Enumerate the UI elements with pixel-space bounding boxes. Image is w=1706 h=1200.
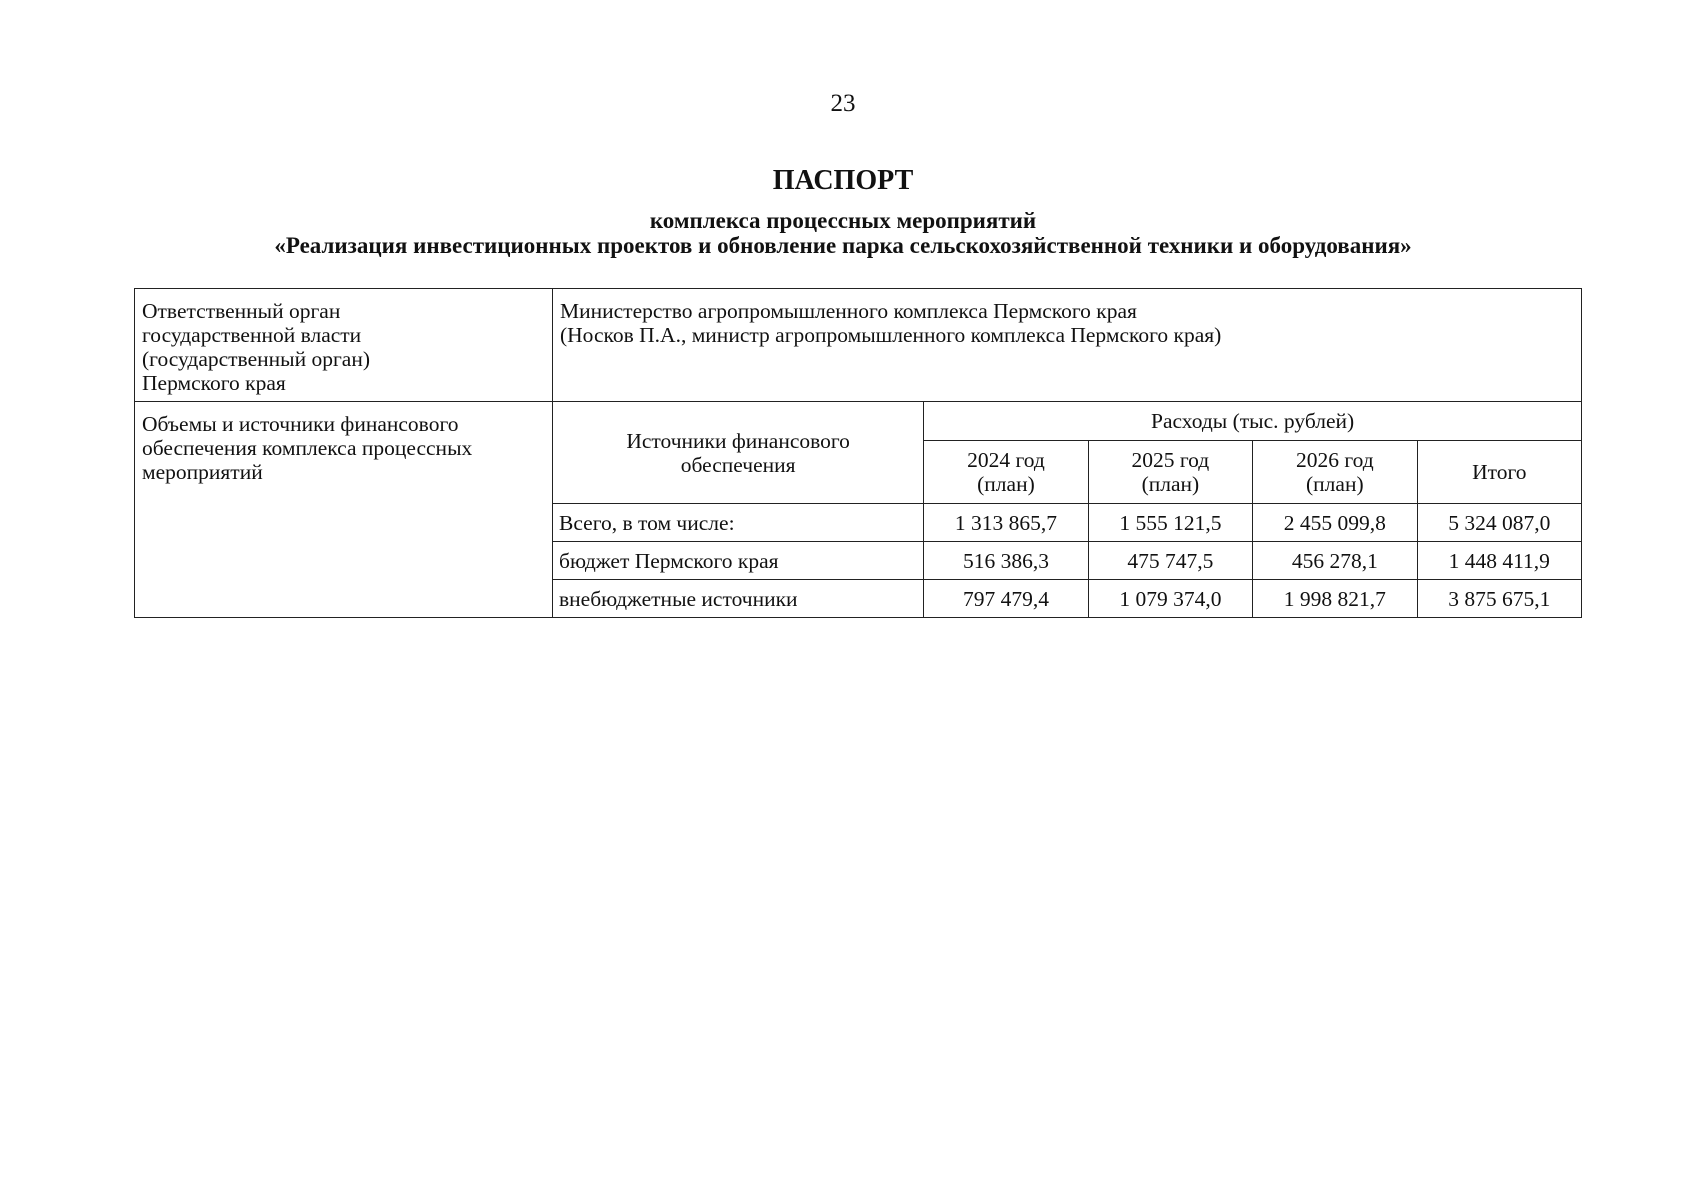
value-cell: 456 278,1 [1253, 542, 1417, 580]
passport-table [134, 288, 1582, 618]
value-cell: 475 747,5 [1088, 542, 1252, 580]
source-name-cell: внебюджетные источники [553, 580, 924, 618]
value-cell: 2 455 099,8 [1253, 504, 1417, 542]
responsible-label-cell [135, 289, 553, 402]
column-header-line: (план) [977, 472, 1035, 496]
finance-label-cell [135, 402, 553, 618]
responsible-row [135, 289, 1582, 402]
source-name-cell: Всего, в том числе: [553, 504, 924, 542]
finance-label-line: Объемы и источники финансового [142, 412, 459, 436]
column-header-2024 [924, 441, 1088, 504]
value-cell: 1 079 374,0 [1088, 580, 1252, 618]
finance-value-cell [553, 402, 1582, 618]
value-cell: 1 998 821,7 [1253, 580, 1417, 618]
subtitle-line-1: комплекса процессных мероприятий [649, 208, 1037, 233]
finance-row [135, 402, 1582, 618]
source-name-cell: бюджет Пермского края [553, 542, 924, 580]
source-header-line: обеспечения [680, 452, 796, 477]
source-header-line: Источники финансового [626, 428, 850, 453]
responsible-label-line: (государственный орган) [142, 347, 370, 371]
responsible-label-line: государственной власти [142, 323, 362, 347]
responsible-value-line: Министерство агропромышленного комплекса Пермского края [560, 299, 1137, 323]
value-cell: 3 875 675,1 [1417, 580, 1581, 618]
value-cell: 5 324 087,0 [1417, 504, 1581, 542]
column-header-2026 [1253, 441, 1417, 504]
column-header-line: Итого [1472, 460, 1527, 484]
value-cell: 516 386,3 [924, 542, 1088, 580]
column-header-total [1417, 441, 1581, 504]
column-header-line: (план) [1141, 472, 1200, 496]
column-header-line: (план) [1306, 472, 1364, 496]
subtitle-line-2: «Реализация инвестиционных проектов и обновление парка сельскохозяйственной техники и оборудования» [274, 233, 1412, 258]
responsible-label-line: Пермского края [142, 371, 286, 395]
table-row [553, 504, 1581, 542]
value-cell: 1 555 121,5 [1088, 504, 1252, 542]
column-header-line: 2026 год [1295, 448, 1374, 472]
expenses-header-cell: Расходы (тыс. рублей) [924, 402, 1581, 441]
responsible-label-line: Ответственный орган [142, 299, 341, 323]
value-cell: 1 313 865,7 [924, 504, 1088, 542]
finance-header-row [553, 402, 1581, 441]
value-cell: 797 479,4 [924, 580, 1088, 618]
document-subtitle [0, 208, 1686, 258]
table-row [553, 542, 1581, 580]
column-header-line: 2024 год [967, 448, 1045, 472]
value-cell: 1 448 411,9 [1417, 542, 1581, 580]
column-header-2025 [1088, 441, 1252, 504]
table-row [553, 580, 1581, 618]
page-number: 23 [830, 90, 856, 117]
responsible-value-line: (Носков П.А., министр агропромышленного комплекса Пермского края) [560, 323, 1222, 347]
source-header-cell [553, 402, 924, 504]
column-header-line: 2025 год [1131, 448, 1210, 472]
finance-label-line: обеспечения комплекса процессных [142, 436, 473, 460]
finance-table [553, 402, 1581, 617]
document-title: ПАСПОРТ [772, 165, 914, 196]
responsible-value-cell [553, 289, 1582, 402]
finance-label-line: мероприятий [142, 460, 263, 484]
